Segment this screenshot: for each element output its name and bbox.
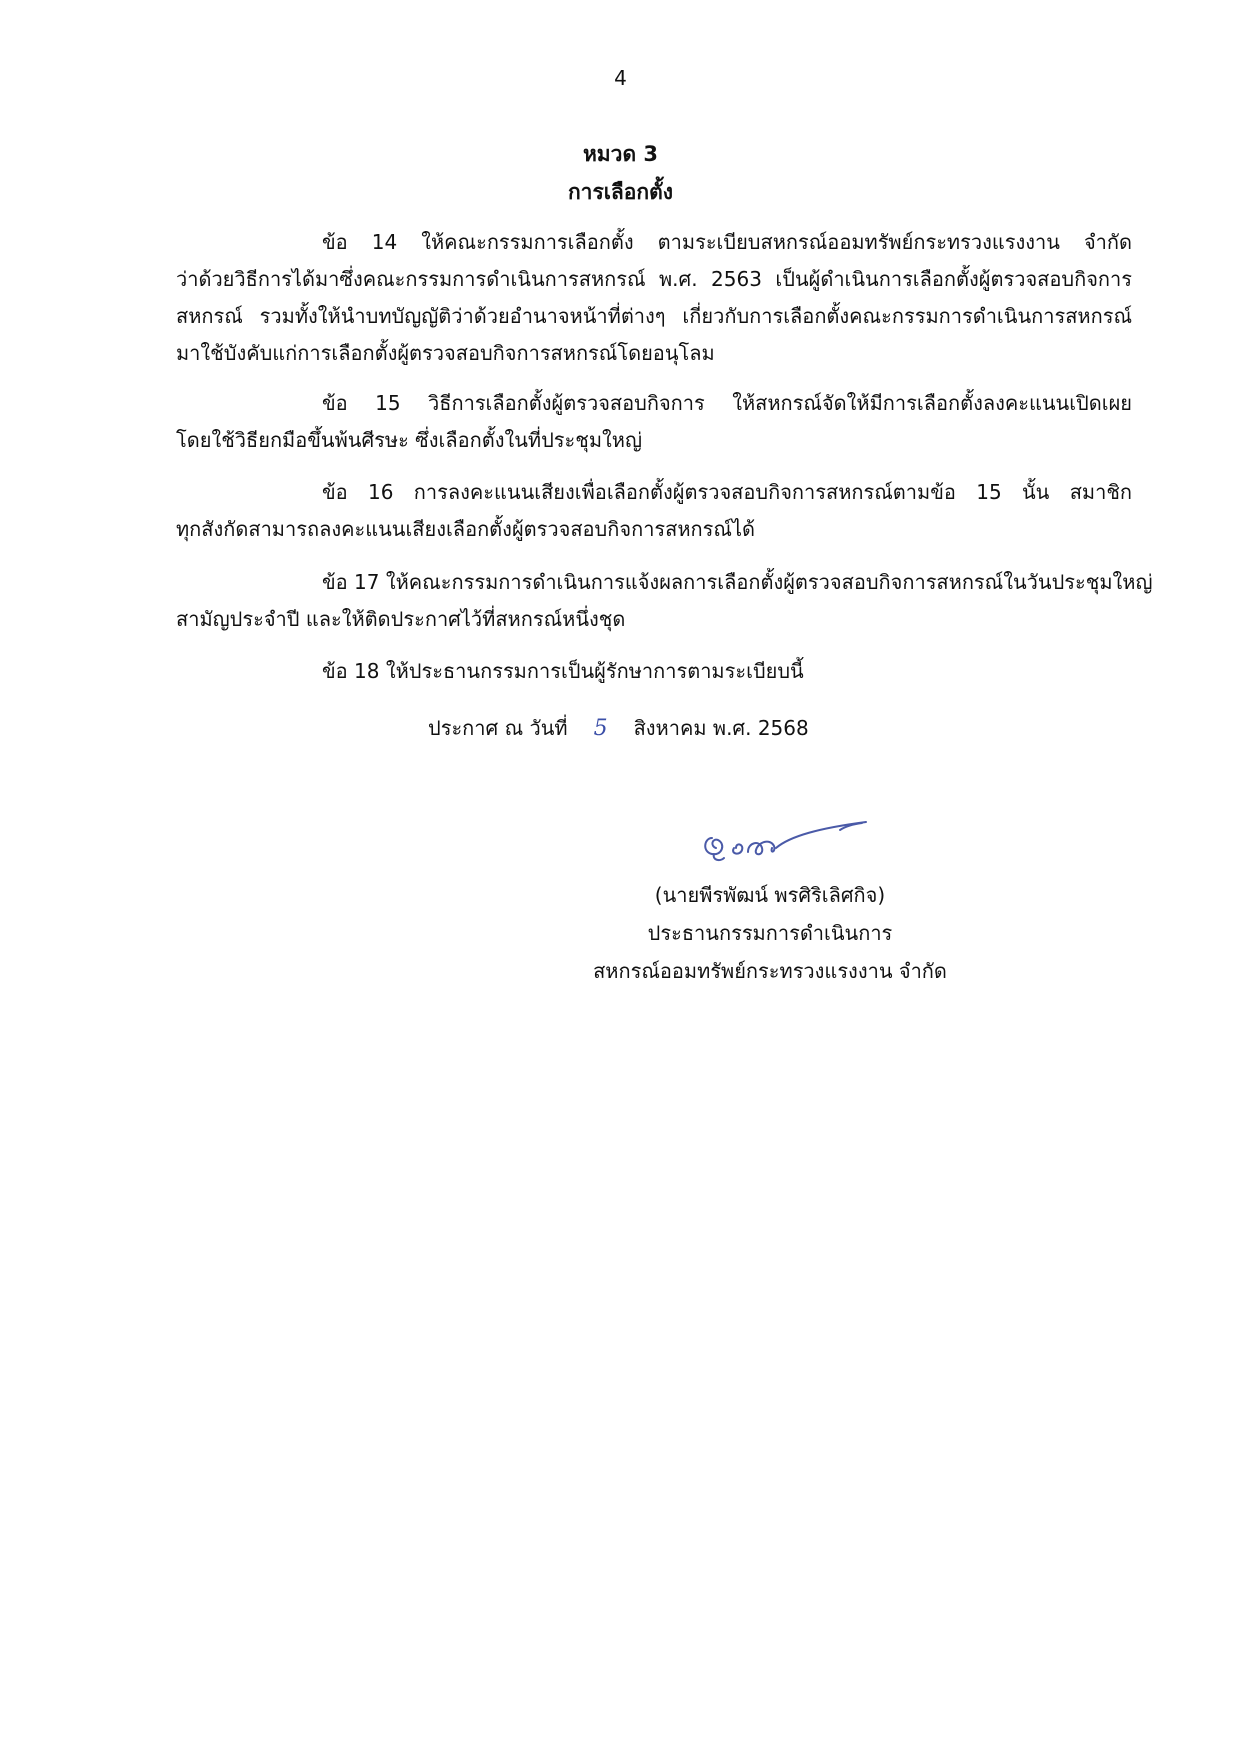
clause-line: ว่าด้วยวิธีการได้มาซึ่งคณะกรรมการดำเนินการสหกรณ์ พ.ศ. 2563 เป็นผู้ดำเนินการเลือกตั้งผู้ตรวจสอบกิจการ bbox=[176, 267, 1132, 291]
signatory-organization: สหกรณ์ออมทรัพย์กระทรวงแรงงาน จำกัด bbox=[593, 959, 947, 983]
clause-18 bbox=[176, 653, 1132, 690]
clause-14 bbox=[176, 224, 1132, 372]
clause-line: สหกรณ์ รวมทั้งให้นำบทบัญญัติว่าด้วยอำนาจหน้าที่ต่างๆ เกี่ยวกับการเลือกตั้งคณะกรรมการดำเนินการสหกรณ์ bbox=[176, 304, 1132, 328]
chapter-title: การเลือกตั้ง bbox=[567, 180, 674, 204]
clause-line: ข้อ 14 ให้คณะกรรมการเลือกตั้ง ตามระเบียบสหกรณ์ออมทรัพย์กระทรวงแรงงาน จำกัด bbox=[322, 230, 1132, 254]
signatory-position: ประธานกรรมการดำเนินการ bbox=[647, 921, 893, 945]
announcement-day: 5 bbox=[593, 716, 608, 741]
announcement-month-year: สิงหาคม พ.ศ. 2568 bbox=[633, 716, 809, 740]
signatory-block bbox=[560, 876, 980, 990]
announcement-date bbox=[428, 712, 809, 744]
signature-mark bbox=[690, 808, 880, 868]
clause-17 bbox=[176, 564, 1153, 638]
clause-line: มาใช้บังคับแก่การเลือกตั้งผู้ตรวจสอบกิจการสหกรณ์โดยอนุโลม bbox=[176, 341, 715, 365]
signatory-name: (นายพีรพัฒน์ พรศิริเลิศกิจ) bbox=[654, 883, 886, 907]
clause-line: ข้อ 17 ให้คณะกรรมการดำเนินการแจ้งผลการเลือกตั้งผู้ตรวจสอบกิจการสหกรณ์ในวันประชุมใหญ่ bbox=[322, 570, 1153, 594]
clause-line: โดยใช้วิธียกมือขึ้นพ้นศีรษะ ซึ่งเลือกตั้งในที่ประชุมใหญ่ bbox=[176, 428, 643, 452]
chapter-label: หมวด 3 bbox=[582, 142, 659, 166]
clause-line: สามัญประจำปี และให้ติดประกาศไว้ที่สหกรณ์หนึ่งชุด bbox=[176, 607, 626, 631]
announcement-prefix: ประกาศ ณ วันที่ bbox=[428, 716, 568, 740]
clause-line: ทุกสังกัดสามารถลงคะแนนเสียงเลือกตั้งผู้ตรวจสอบกิจการสหกรณ์ได้ bbox=[176, 517, 756, 541]
clause-line: ข้อ 16 การลงคะแนนเสียงเพื่อเลือกตั้งผู้ตรวจสอบกิจการสหกรณ์ตามข้อ 15 นั้น สมาชิก bbox=[322, 480, 1132, 504]
clause-line: ข้อ 15 วิธีการเลือกตั้งผู้ตรวจสอบกิจการ ให้สหกรณ์จัดให้มีการเลือกตั้งลงคะแนนเปิดเผย bbox=[322, 391, 1132, 415]
page-number: 4 bbox=[614, 66, 627, 90]
clause-line: ข้อ 18 ให้ประธานกรรมการเป็นผู้รักษาการตามระเบียบนี้ bbox=[322, 659, 804, 683]
clause-15 bbox=[176, 385, 1132, 459]
clause-16 bbox=[176, 474, 1132, 548]
